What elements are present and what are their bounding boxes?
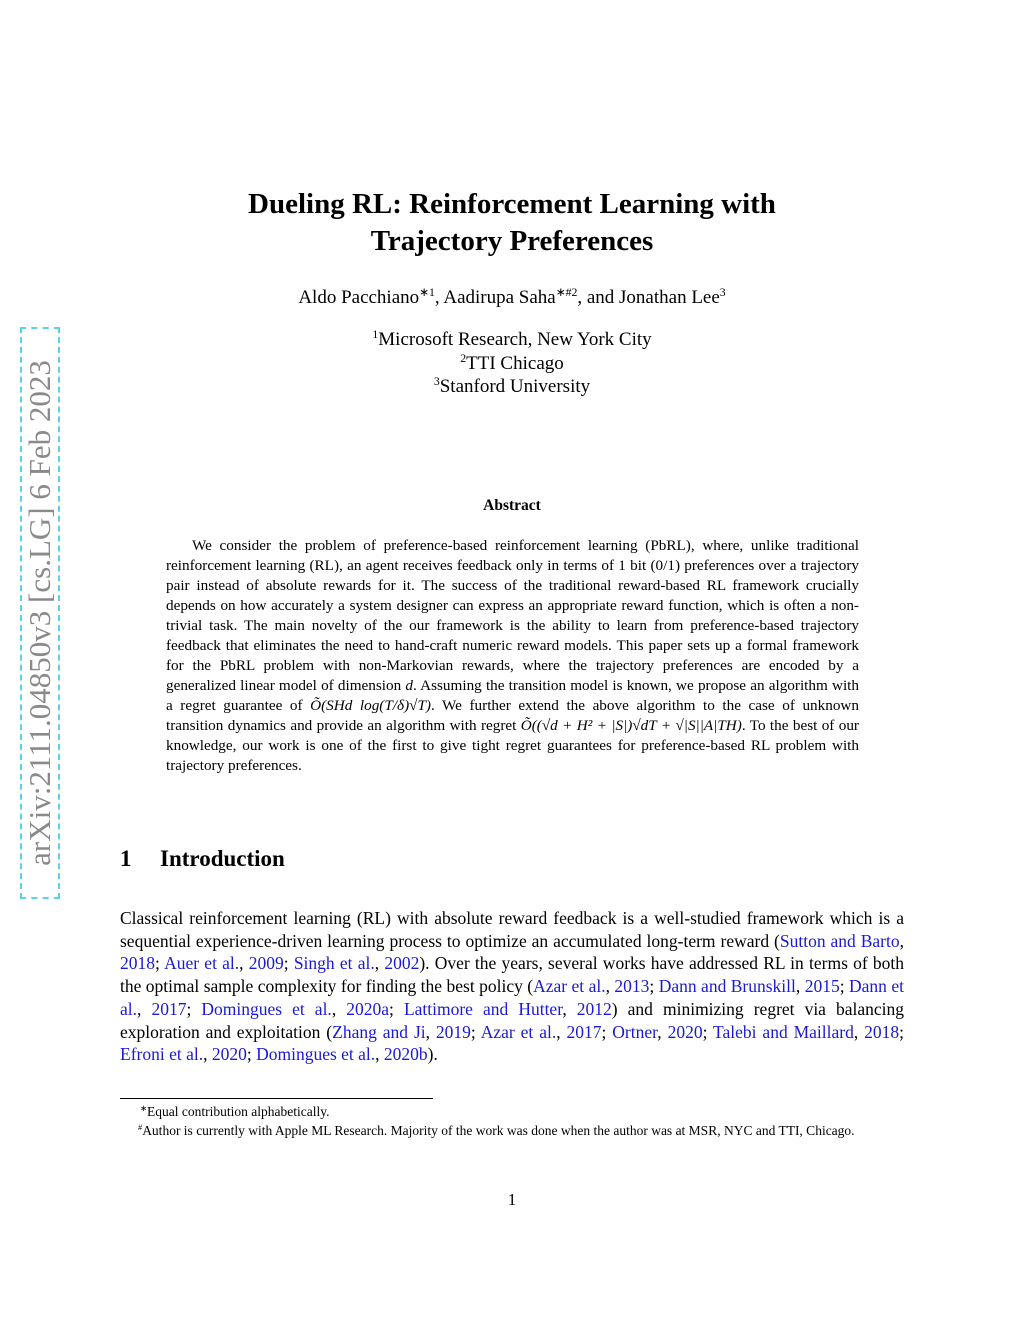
author-marker: ∗#2: [555, 285, 578, 299]
regret-formula-known: Õ(SHd log(T/δ)√T): [310, 697, 431, 714]
footnote-marker: #: [138, 1122, 143, 1132]
author-name: Aldo Pacchiano: [298, 287, 420, 308]
citation-year[interactable]: 2020b: [383, 1044, 428, 1065]
title-line-2: Trajectory Preferences: [370, 225, 654, 257]
abstract-body: [166, 536, 859, 776]
citation-link[interactable]: Domingues et al.: [256, 1044, 376, 1065]
citation-year[interactable]: 2009: [248, 953, 284, 974]
page-number: 1: [507, 1190, 517, 1209]
citation-link[interactable]: Singh et al.: [293, 953, 375, 974]
section-title: Introduction: [160, 846, 285, 871]
citation-link[interactable]: Ortner: [612, 1021, 658, 1042]
section-heading: [120, 846, 285, 872]
citation-link[interactable]: Efroni et al.: [120, 1044, 204, 1065]
citation-year[interactable]: 2012: [576, 998, 612, 1019]
citation-link[interactable]: Azar et al.: [480, 1021, 557, 1042]
abstract-heading: Abstract: [483, 497, 541, 514]
citation-link[interactable]: Zhang and Ji: [332, 1021, 426, 1042]
footnote-marker: ∗: [140, 1103, 148, 1113]
citation-year[interactable]: 2015: [804, 976, 840, 997]
citation-year[interactable]: 2019: [435, 1021, 471, 1042]
citation-year[interactable]: 2017: [151, 998, 187, 1019]
affiliation: $^3$Stanford University: [433, 374, 591, 397]
citation-link[interactable]: Azar et al.: [533, 976, 606, 997]
arxiv-identifier: arXiv:2111.04850v3 [cs.LG] 6 Feb 2023: [22, 360, 57, 866]
title-line-1: Dueling RL: Reinforcement Learning with: [248, 188, 776, 220]
author-marker: ∗1: [419, 285, 435, 299]
intro-paragraph: Classical reinforcement learning (RL) with absolute reward feedback is a well-studied framework which is a sequential experience-driven learning process to optimize an accumulated long-term reward (Sutton and Barto, 2018; Auer et al., 2009; Singh et al., 2002). Over the years, several works have addressed RL in terms of both the optimal sample complexity for finding the best policy (Azar et al., 2013; Dann and Brunskill, 2015; Dann et al., 2017; Domingues et al., 2020a; Lattimore and Hutter, 2012) and minimizing regret via balancing exploration and exploitation (Zhang and Ji, 2019; Azar et al., 2017; Ortner, 2020; Talebi and Maillard, 2018; Efroni et al., 2020; Domingues et al., 2020b).: [120, 908, 905, 1065]
section-number: 1: [120, 846, 132, 871]
citation-link[interactable]: Dann and Brunskill: [658, 976, 796, 997]
affiliation: $^2$TTI Chicago: [460, 351, 564, 374]
footnotes: [120, 1103, 904, 1140]
affiliation: $^1$Microsoft Research, New York City: [372, 327, 652, 350]
footnote-rule: [120, 1098, 433, 1099]
footnote: #Author is currently with Apple ML Research. Majority of the work was done when the author was at MSR, NYC and TTI, Chicago.: [138, 1122, 855, 1138]
dimension-symbol: d: [405, 677, 413, 694]
citation-year[interactable]: 2018: [120, 953, 155, 974]
citation-year[interactable]: 2002: [384, 953, 420, 974]
author-list: [0, 287, 1024, 309]
abstract-paragraph: We consider the problem of preference-based reinforcement learning (PbRL), where, unlike traditional reinforcement learning (RL), an agent receives feedback only in terms of 1 bit (0/1) preferences over a trajectory pair instead of absolute rewards for it. The success of the traditional reward-based RL framework crucially depends on how accurately a system designer can express an appropriate reward function, which is often a non-trivial task. The main novelty of the our framework is the ability to learn from preference-based trajectory feedback that eliminates the need to hand-craft numeric reward models. This paper sets up a formal framework for the PbRL problem with non-Markovian rewards, where the trajectory preferences are encoded by a generalized linear model of dimension d. Assuming the transition model is known, we propose an algorithm with a regret guarantee of Õ(SHd log(T/δ)√T). We further extend the above algorithm to the case of unknown transition dynamics and provide an algorithm with regret Õ((√d + H² + |S|)√dT + √|S||A|TH). To the best of our knowledge, our work is one of the first to give tight regret guarantees for preference-based RL problem with trajectory preferences.: [166, 537, 859, 774]
citation-link[interactable]: Auer et al.: [164, 953, 240, 974]
paper-title: [0, 186, 1024, 260]
citation-year[interactable]: 2020: [211, 1044, 247, 1065]
citation-year[interactable]: 2013: [614, 976, 650, 997]
author-name: , Aadirupa Saha: [434, 287, 556, 308]
regret-formula-unknown: Õ((√d + H² + |S|)√dT + √|S||A|TH): [520, 717, 742, 734]
citation-link[interactable]: Dann et al.: [120, 976, 904, 1019]
author-name: , and Jonathan Lee: [577, 287, 720, 308]
affiliation-list: [0, 328, 1024, 399]
author-marker: 3: [719, 285, 726, 299]
citation-year[interactable]: 2020a: [346, 998, 390, 1019]
citation-link[interactable]: Sutton and Barto: [779, 930, 900, 951]
footnote: ∗Equal contribution alphabetically.: [140, 1103, 330, 1119]
citation-year[interactable]: 2017: [566, 1021, 602, 1042]
citation-year[interactable]: 2020: [667, 1021, 703, 1042]
citation-link[interactable]: Talebi and Maillard: [713, 1021, 854, 1042]
citation-link[interactable]: Domingues et al.: [201, 998, 332, 1019]
citation-link[interactable]: Lattimore and Hutter: [403, 998, 563, 1019]
citation-year[interactable]: 2018: [864, 1021, 900, 1042]
